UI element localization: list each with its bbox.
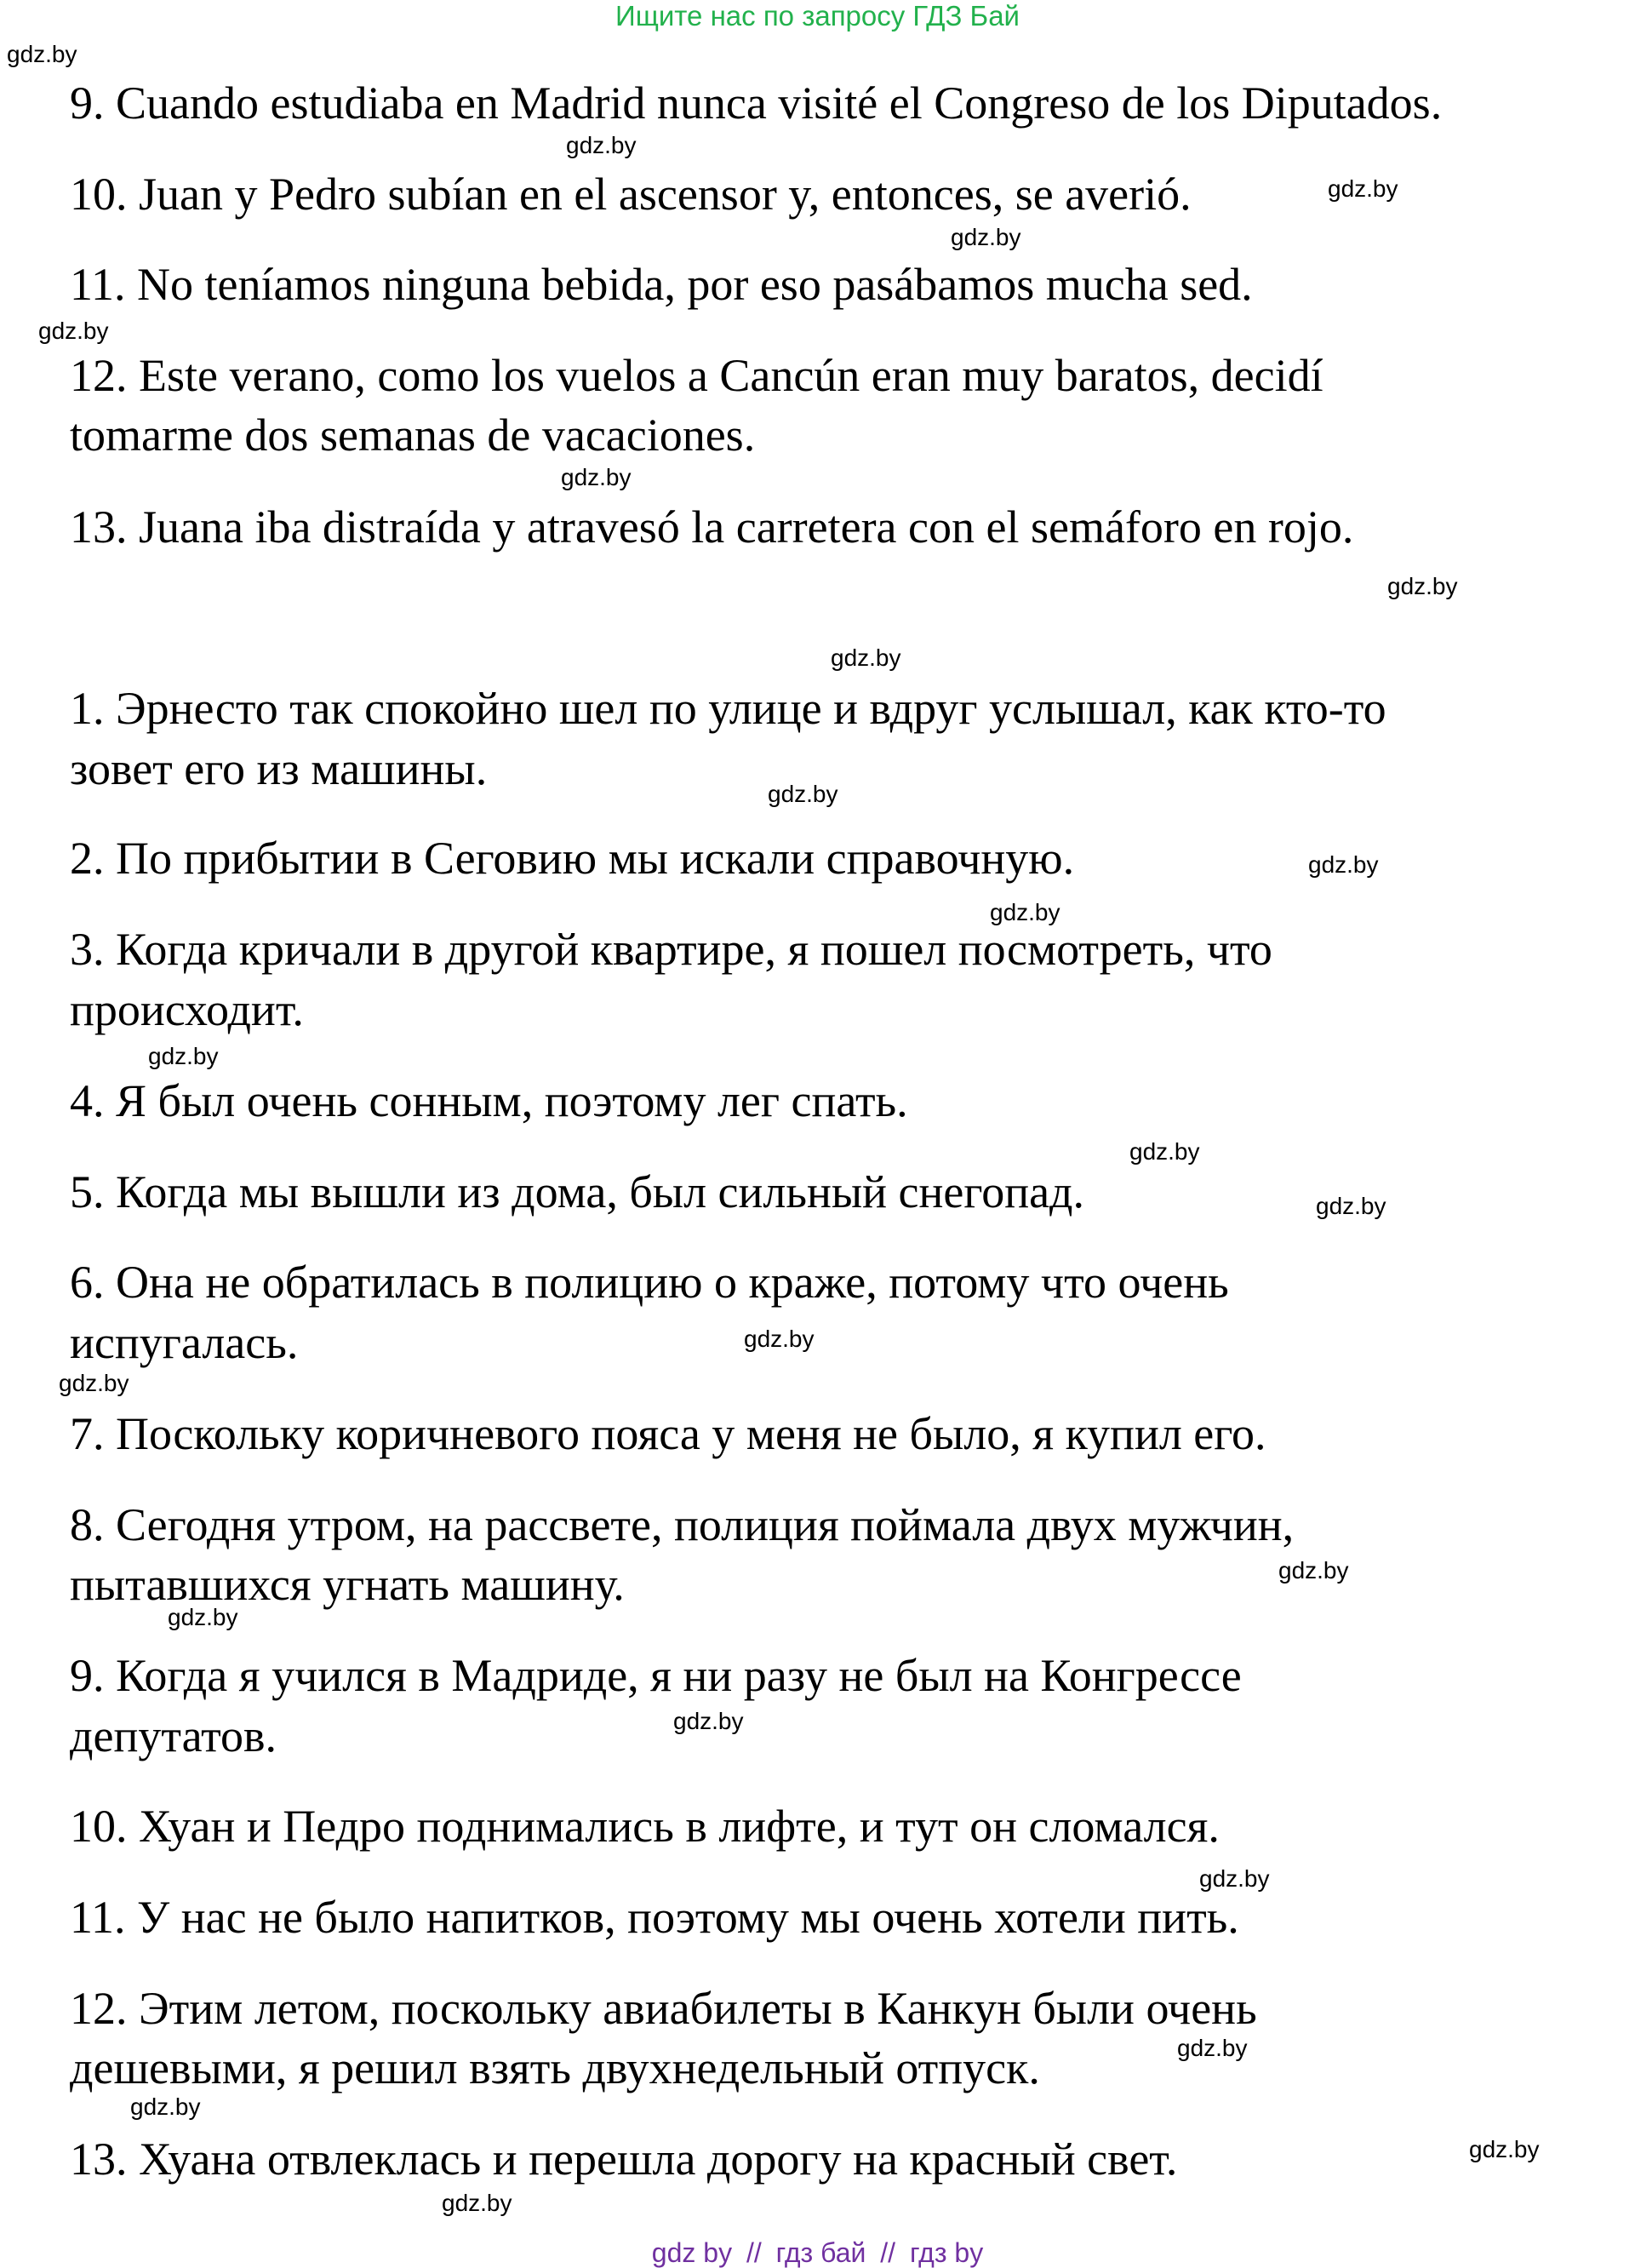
russian-sentence-13: 13. Хуана отвлеклась и перешла дорогу на красный свет. — [70, 2133, 1178, 2185]
footer-link-gdz-by-cyr[interactable]: гдз by — [909, 2237, 984, 2268]
watermark: gdz.by — [7, 41, 77, 67]
watermark: gdz.by — [673, 1708, 744, 1734]
watermark: gdz.by — [130, 2093, 201, 2120]
spanish-sentence-12-line-2: tomarme dos semanas de vacaciones. — [70, 410, 756, 461]
watermark: gdz.by — [1387, 573, 1458, 599]
russian-sentence-12-line-2: дешевыми, я решил взять двухнедельный отпуск. — [70, 2042, 1040, 2093]
watermark: gdz.by — [442, 2190, 512, 2216]
spanish-sentence-11: 11. No teníamos ninguna bebida, por eso pasábamos mucha sed. — [70, 259, 1253, 310]
russian-sentence-9-line-1: 9. Когда я учился в Мадриде, я ни разу не был на Конгрессе — [70, 1650, 1242, 1701]
russian-sentence-11: 11. У нас не было напитков, поэтому мы очень хотели пить. — [70, 1892, 1239, 1943]
header-search-link[interactable]: Ищите нас по запросу ГДЗ Бай — [615, 0, 1020, 32]
russian-sentence-8-line-2: пытавшихся угнать машину. — [70, 1559, 625, 1610]
footer-link-gdz-by[interactable]: gdz by — [651, 2237, 733, 2268]
russian-sentence-10: 10. Хуан и Педро поднимались в лифте, и тут он сломался. — [70, 1801, 1220, 1852]
russian-sentence-9-line-2: депутатов. — [70, 1710, 277, 1761]
watermark: gdz.by — [1316, 1193, 1386, 1219]
russian-sentence-3-line-1: 3. Когда кричали в другой квартире, я пошел посмотреть, что — [70, 924, 1272, 975]
russian-sentence-1-line-2: зовет его из машины. — [70, 743, 488, 794]
watermark: gdz.by — [1469, 2136, 1540, 2162]
spanish-sentence-9: 9. Cuando estudiaba en Madrid nunca visité el Congreso de los Diputados. — [70, 77, 1443, 129]
watermark: gdz.by — [744, 1326, 815, 1352]
watermark: gdz.by — [59, 1370, 129, 1396]
russian-sentence-8-line-1: 8. Сегодня утром, на рассвете, полиция поймала двух мужчин, — [70, 1499, 1295, 1550]
russian-sentence-4: 4. Я был очень сонным, поэтому лег спать. — [70, 1075, 908, 1126]
watermark: gdz.by — [566, 132, 637, 158]
footer-separator: // — [880, 2237, 896, 2268]
spanish-sentence-12-line-1: 12. Este verano, como los vuelos a Cancún eran muy baratos, decidí — [70, 350, 1323, 401]
russian-sentence-6-line-1: 6. Она не обратилась в полицию о краже, потому что очень — [70, 1257, 1229, 1308]
watermark: gdz.by — [768, 781, 838, 807]
footer-links — [0, 2237, 1635, 2268]
watermark: gdz.by — [1328, 175, 1398, 202]
spanish-sentence-13: 13. Juana iba distraída y atravesó la carretera con el semáforo en rojo. — [70, 501, 1354, 553]
watermark: gdz.by — [831, 644, 901, 671]
russian-sentence-3-line-2: происходит. — [70, 984, 304, 1035]
watermark: gdz.by — [1177, 2035, 1248, 2061]
watermark: gdz.by — [1308, 851, 1379, 878]
footer-link-gdz-bai[interactable]: гдз бай — [775, 2237, 866, 2268]
russian-sentence-1-line-1: 1. Эрнесто так спокойно шел по улице и вдруг услышал, как кто-то — [70, 683, 1386, 734]
russian-sentence-6-line-2: испугалась. — [70, 1317, 299, 1368]
russian-sentence-5: 5. Когда мы вышли из дома, был сильный снегопад. — [70, 1166, 1085, 1217]
spanish-sentence-10: 10. Juan y Pedro subían en el ascensor y, entonces, se averió. — [70, 169, 1192, 220]
watermark: gdz.by — [148, 1043, 219, 1069]
watermark: gdz.by — [990, 899, 1060, 925]
russian-sentence-2: 2. По прибытии в Сеговию мы искали справочную. — [70, 833, 1075, 884]
russian-sentence-7: 7. Поскольку коричневого пояса у меня не было, я купил его. — [70, 1408, 1266, 1459]
watermark: gdz.by — [1129, 1138, 1200, 1165]
watermark: gdz.by — [38, 318, 109, 344]
watermark: gdz.by — [168, 1604, 238, 1630]
watermark: gdz.by — [1199, 1865, 1270, 1892]
watermark: gdz.by — [951, 224, 1021, 250]
russian-sentence-12-line-1: 12. Этим летом, поскольку авиабилеты в Канкун были очень — [70, 1983, 1257, 2034]
watermark: gdz.by — [561, 464, 632, 490]
watermark: gdz.by — [1278, 1557, 1349, 1584]
footer-separator: // — [746, 2237, 762, 2268]
